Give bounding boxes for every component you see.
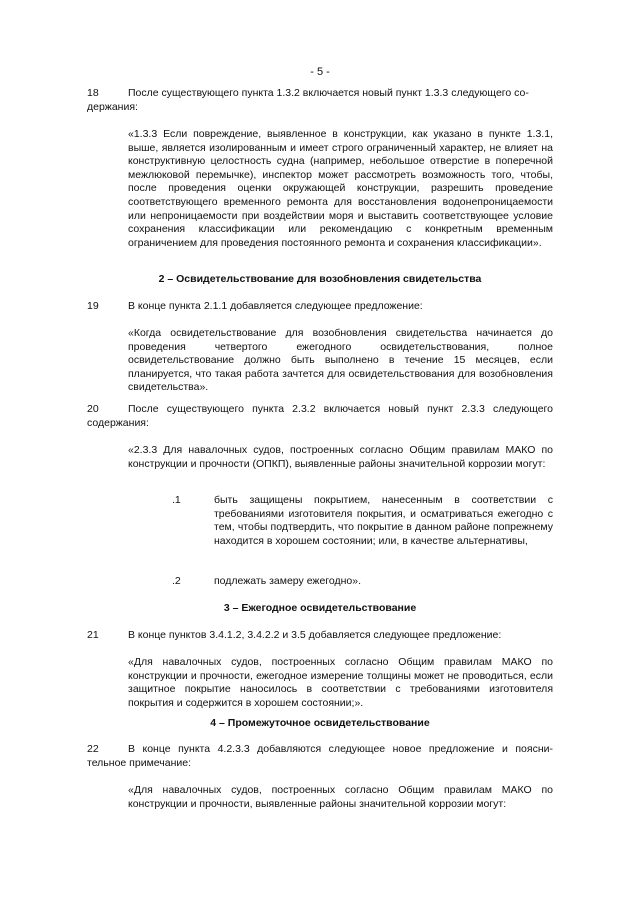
item-20-intro-line2: содержания: — [87, 417, 149, 429]
item-22-number: 22 — [87, 743, 99, 755]
item-20-sub1-text: быть защищены покрытием, нанесенным в соответствии с требованиями изготовителя покрытия, и осматриваться ежегодно с тем, чтобы подтвердить, что покрытие в данном районе попрежнему находится в хорошем состоянии; или, в качестве альтернативы, — [214, 494, 553, 547]
item-20-sub2-text: подлежать замеру ежегодно». — [214, 575, 362, 587]
section-heading-2: 2 – Освидетельствование для возобновления свидетельства — [158, 273, 482, 285]
item-21-number: 21 — [87, 629, 99, 641]
item-18-intro-line2: держания: — [87, 101, 138, 113]
item-19-number: 19 — [87, 300, 99, 312]
item-18-number: 18 — [87, 87, 99, 99]
item-18-quote: «1.3.3 Если повреждение, выявленное в конструкции, как указано в пункте 1.3.1, выше, является изолированным и имеет строго ограниченный характер, не влияет на конструктивную целостность судна (например, небольшое отверстие в поперечной межлюковой перемычке), инспектор может рассмотреть возможность того, чтобы, после проведения оценки окружающей конструкции, разрешить проведение соответствующего временного ремонта для восстановления водонепроницаемости или непроницаемости при воздействии моря и выставить соответствующее условие сохранения классификации или рекомендацию с конкретным временным ограничением для проведения постоянного ремонта и сохранения классификации». — [128, 128, 553, 249]
item-20-sub1-label: .1 — [172, 494, 181, 506]
item-22-intro-line1: В конце пункта 4.2.3.3 добавляются следующее новое предложение и поясни- — [128, 743, 553, 755]
item-20-quote: «2.3.3 Для навалочных судов, построенных согласно Общим правилам МАКО по конструкции и прочности (ОПКП), выявленные районы значительной коррозии могут: — [128, 444, 553, 470]
item-18-intro-line1: После существующего пункта 1.3.2 включается новый пункт 1.3.3 следующего со- — [128, 87, 529, 99]
item-21-quote: «Для навалочных судов, построенных согласно Общим правилам МАКО по конструкции и прочности, ежегодное измерение толщины может не проводиться, если защитное покрытие наносилось в соответствии с требованиями изготовителя покрытия и содержится в хорошем состоянии;». — [128, 656, 553, 709]
item-20-sub2-label: .2 — [172, 575, 181, 587]
item-22-intro-line2: тельное примечание: — [87, 757, 192, 769]
item-19-quote: «Когда освидетельствование для возобновления свидетельства начинается до проведения четвертого ежегодного освидетельствования, полное освидетельствование должно быть выполнено в течение 15 месяцев, если планируется, что такая работа зачтется для освидетельствования для возобновления свидетельства». — [128, 327, 553, 394]
item-21-intro: В конце пунктов 3.4.1.2, 3.4.2.2 и 3.5 добавляется следующее предложение: — [128, 629, 502, 641]
item-22-quote: «Для навалочных судов, построенных согласно Общим правилам МАКО по конструкции и прочности, выявленные районы значительной коррозии могут: — [128, 784, 553, 810]
page-number: - 5 - — [310, 66, 330, 78]
item-20-number: 20 — [87, 403, 99, 415]
section-heading-3: 3 – Ежегодное освидетельствование — [223, 602, 417, 614]
section-heading-4: 4 – Промежуточное освидетельствование — [210, 717, 430, 729]
item-19-intro: В конце пункта 2.1.1 добавляется следующее предложение: — [128, 300, 423, 312]
item-20-intro-line1: После существующего пункта 2.3.2 включается новый пункт 2.3.3 следующего — [128, 403, 553, 415]
